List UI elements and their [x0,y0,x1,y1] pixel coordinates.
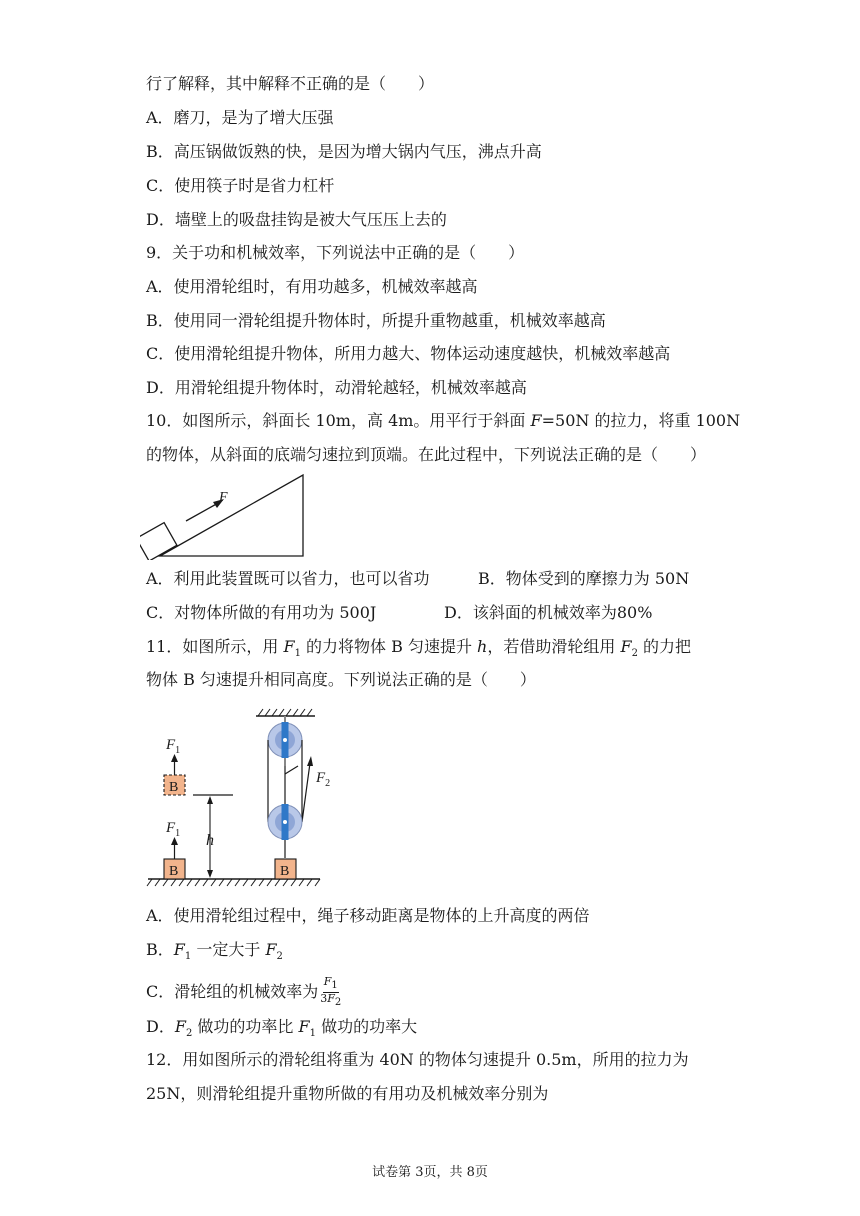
incline-triangle [160,475,303,556]
f1-lower-label: $F_1$ [166,820,181,839]
q10-option-c: C．对物体所做的有用功为 500J [146,603,377,622]
block-b-ground-label: B [169,864,179,879]
q8-option-b: B．高压锅做饭熟的快，是因为增大锅内气压，沸点升高 [146,142,542,161]
q9-stem: 9．关于功和机械效率，下列说法中正确的是（ ） [146,243,525,262]
incline-block [140,523,177,560]
q10-option-a: A．利用此装置既可以省力，也可以省功 [146,569,430,588]
f1-upper-label: $F_1$ [166,737,181,756]
force-label-f: F [219,490,228,505]
q11-option-d: D．$F_2$ 做功的功率比 $F_1$ 做功的功率大 [146,1017,418,1040]
q8-option-a: A．磨刀，是为了增大压强 [146,108,334,127]
height-arrow-top [207,796,213,804]
f2-label: $F_2$ [316,770,330,789]
q12-stem-line2: 25N，则滑轮组提升重物所做的有用功及机械效率分别为 [146,1084,549,1103]
q9-option-c: C．使用滑轮组提升物体，所用力越大、物体运动速度越快，机械效率越高 [146,344,671,363]
q8-option-d: D．墙壁上的吸盘挂钩是被大气压压上去的 [146,210,447,229]
q10-option-d: D．该斜面的机械效率为80% [444,603,653,622]
q11-stem-line1: 11．如图所示，用 $F_1$ 的力将物体 B 匀速提升 h，若借助滑轮组用 $F_2$ 的力把 [146,637,692,660]
efficiency-fraction: $\frac{F_1}{3F_2}$ [320,975,342,1009]
ceiling-hatch [258,709,312,716]
height-label-h: h [206,832,214,849]
q9-option-b: B．使用同一滑轮组提升物体时，所提升重物越重，机械效率越高 [146,311,606,330]
ground-hatch [147,879,320,886]
q10-option-b: B．物体受到的摩擦力为 50N [478,569,690,588]
f2-arrow-head [307,756,313,766]
force-arrow-shaft [186,502,220,521]
page-footer: 试卷第 3页，共 8页 [372,1165,488,1180]
q11-option-a: A．使用滑轮组过程中，绳子移动距离是物体的上升高度的两倍 [146,906,590,925]
q11-option-c: C．滑轮组的机械效率为 $\frac{F_1}{3F_2}$ [146,975,342,1009]
q10-stem-line2: 的物体，从斜面的底端匀速拉到顶端。在此过程中，下列说法正确的是（ ） [146,445,707,464]
fixed-pulley-axle [283,738,287,742]
f2-pull-line [302,763,310,822]
q12-stem-line1: 12．用如图所示的滑轮组将重为 40N 的物体匀速提升 0.5m，所用的拉力为 [146,1050,689,1069]
block-b-raised-label: B [169,780,179,795]
q11-stem-line2: 物体 B 匀速提升相同高度。下列说法正确的是（ ） [146,670,536,689]
q8-stem-tail: 行了解释，其中解释不正确的是（ ） [146,74,435,93]
incline-figure [140,468,310,560]
height-arrow-bottom [207,870,213,878]
q9-option-d: D．用滑轮组提升物体时，动滑轮越轻，机械效率越高 [146,378,527,397]
movable-pulley-axle [283,820,287,824]
rope-diagonal [285,766,298,774]
block-b-pulley-label: B [280,864,290,879]
q10-stem-line1: 10．如图所示，斜面长 10m，高 4m。用平行于斜面 F=50N 的拉力，将重 100N [146,411,741,430]
pulley-figure [140,700,330,890]
q8-option-c: C．使用筷子时是省力杠杆 [146,176,335,195]
q11-option-b: B．$F_1$ 一定大于 $F_2$ [146,940,283,963]
q9-option-a: A．使用滑轮组时，有用功越多，机械效率越高 [146,277,478,296]
